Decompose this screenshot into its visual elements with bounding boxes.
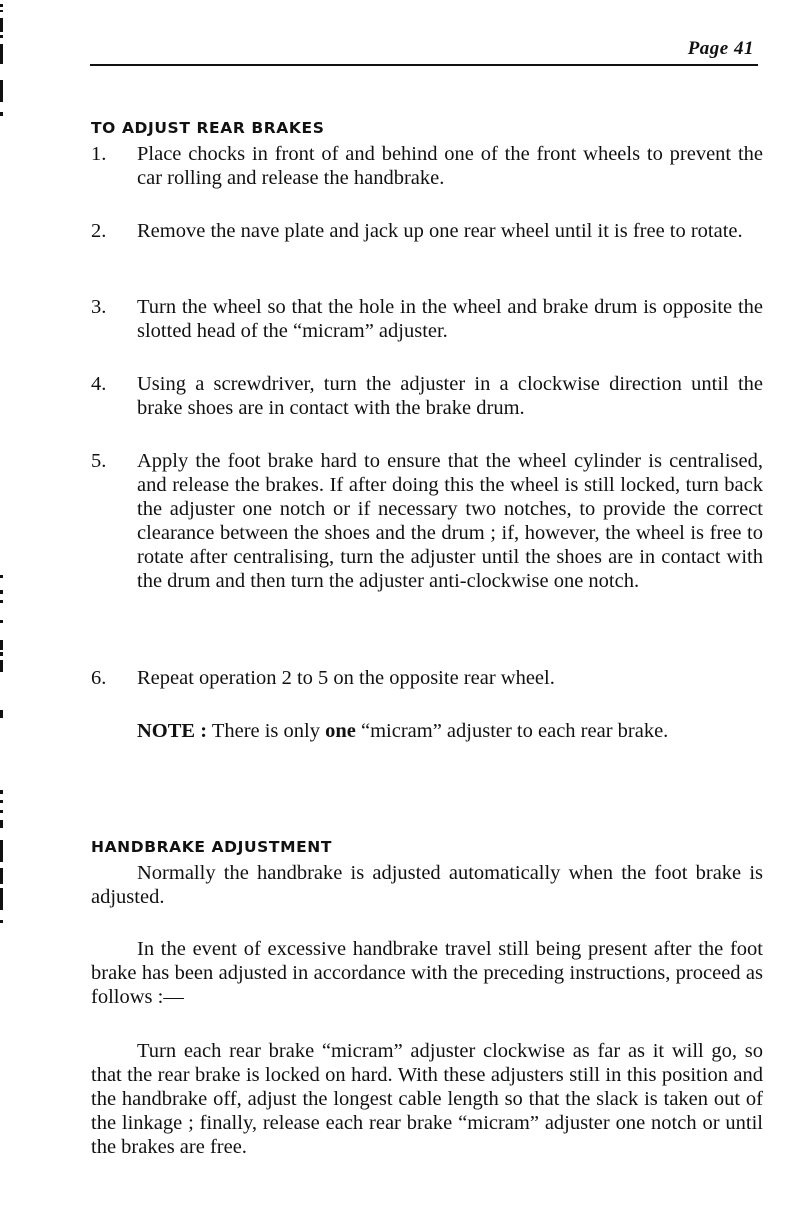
step-number: 2. [91,220,107,242]
step-number: 3. [91,296,107,318]
body-paragraph: Normally the handbrake is adjusted automatically when the foot brake is adjusted. [91,862,763,908]
step-text: Remove the nave plate and jack up one rear wheel until it is free to rotate. [137,220,743,242]
section-heading-adjust-rear-brakes: TO ADJUST REAR BRAKES [91,119,325,137]
body-paragraph: Turn each rear brake “micram” adjuster clockwise as far as it will go, so that the rear brake is locked on hard. With these adjusters still in this position and the handbrake off, adjust the longest cable length so that the slack is taken out of the linkage ; finally, release each rear brake “micram” adjuster one notch or until the brakes are free. [91,1040,763,1158]
step-number: 6. [91,667,107,689]
note-label: NOTE : [137,720,208,742]
step-number: 1. [91,143,107,165]
step-item [91,372,763,420]
step-item [91,142,763,190]
step-item [91,295,763,343]
step-text: Apply the foot brake hard to ensure that the wheel cylinder is centralised, and release the brakes. If after doing this the wheel is still locked, turn back the adjuster one notch or if necessary two notches, to provide the correct clearance between the shoes and the drum ; if, however, the wheel is free to rotate after centralising, turn the adjuster until the shoes are in contact with the drum and then turn the adjuster anti-clockwise one notch. [137,450,763,592]
note-paragraph [91,719,763,743]
note-text-before: There is only [207,720,326,742]
step-text: Using a screwdriver, turn the adjuster in a clockwise direction until the brake shoes are in contact with the brake drum. [137,373,763,419]
step-number: 5. [91,450,107,472]
step-item [91,666,763,690]
page-number: Page 41 [687,38,754,59]
section-heading-handbrake-adjustment: HANDBRAKE ADJUSTMENT [91,838,333,856]
step-item [91,449,763,593]
note-text-after: “micram” adjuster to each rear brake. [355,720,669,742]
body-paragraph: In the event of excessive handbrake travel still being present after the foot brake has been adjusted in accordance with the preceding instructions, proceed as follows :— [91,938,763,1008]
scan-edge-artifacts [0,0,4,1225]
step-text: Turn the wheel so that the hole in the wheel and brake drum is opposite the slotted head of the “micram” adjuster. [137,296,763,342]
step-text: Repeat operation 2 to 5 on the opposite rear wheel. [137,667,555,689]
step-number: 4. [91,373,107,395]
step-item [91,219,763,243]
note-emphasis: one [325,720,356,742]
step-text: Place chocks in front of and behind one of the front wheels to prevent the car rolling and release the handbrake. [137,143,763,189]
page-header [90,32,758,66]
